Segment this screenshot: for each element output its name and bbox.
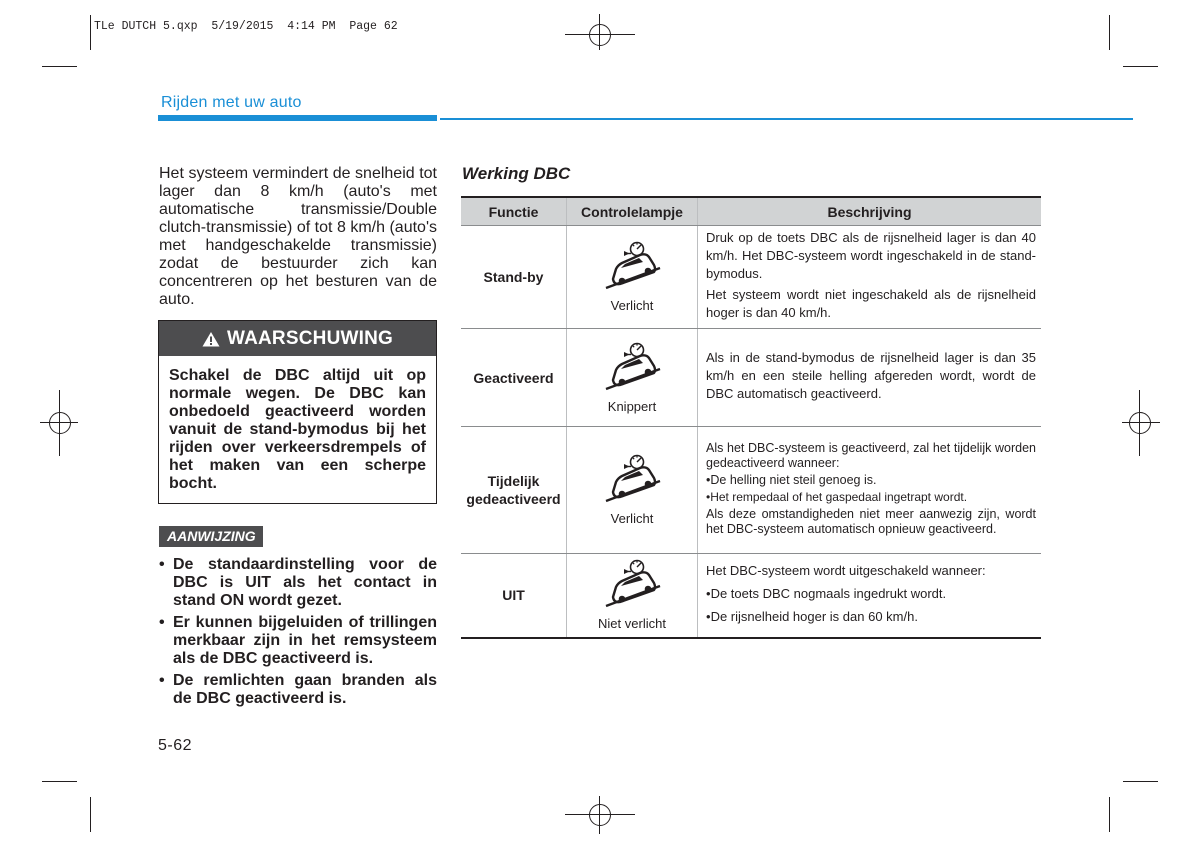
- table-row: [461, 554, 1041, 638]
- note-list: [159, 556, 437, 712]
- description-text: Als deze omstandigheden niet meer aanwezig zijn, wordt het DBC-systeem automatisch opnieuw geactiveerd.: [706, 507, 1036, 536]
- page-number: 5-62: [158, 737, 193, 754]
- description-cell: [698, 329, 1042, 427]
- indicator-label: Knippert: [607, 398, 657, 414]
- table-row: [461, 226, 1041, 329]
- description-cell: [698, 554, 1042, 638]
- description-text: Als in de stand-bymodus de rijsnelheid lager is dan 35 km/h en een steile helling afgereden wordt, wordt de DBC automatisch geactiveerd.: [706, 350, 1036, 401]
- function-cell: Geactiveerd: [461, 329, 567, 427]
- warning-triangle-icon: [202, 331, 220, 347]
- section-title: Rijden met uw auto: [161, 94, 302, 111]
- warning-title: WAARSCHUWING: [227, 327, 393, 349]
- column-header-description: Beschrijving: [698, 197, 1042, 226]
- note-item: • Er kunnen bijgeluiden of trillingen merkbaar zijn in het remsysteem als de DBC geactiveerd is.: [159, 614, 437, 668]
- warning-text: Schakel de DBC altijd uit op normale wegen. De DBC kan onbedoeld geactiveerd worden vanuit de stand-bymodus bij het rijden over verkeersdrempels of het maken van een scherpe bocht.: [169, 367, 426, 492]
- header-rule-thin: [440, 118, 1133, 120]
- description-bullet: • De helling niet steil genoeg is.: [706, 473, 1036, 488]
- description-text: Het DBC-systeem wordt uitgeschakeld wanneer:: [706, 562, 986, 578]
- table-header-row: [461, 197, 1041, 226]
- dbc-indicator-icon: [600, 452, 664, 504]
- function-cell: UIT: [461, 554, 567, 638]
- indicator-label: Niet verlicht: [598, 616, 666, 632]
- description-bullet: • Het rempedaal of het gaspedaal ingetrapt wordt.: [706, 490, 1036, 505]
- indicator-label: Verlicht: [610, 298, 654, 313]
- warning-box: [158, 320, 437, 504]
- warning-header: [159, 321, 436, 356]
- table-row: [461, 427, 1041, 554]
- description-text: Als het DBC-systeem is geactiveerd, zal het tijdelijk worden gedeactiveerd wanneer:: [706, 441, 1036, 470]
- table-title: Werking DBC: [462, 164, 571, 183]
- indicator-cell: [567, 427, 698, 554]
- indicator-cell: [567, 329, 698, 427]
- description-cell: [698, 427, 1042, 554]
- indicator-cell: [567, 226, 698, 329]
- description-bullet: • De rijsnelheid hoger is dan 60 km/h.: [706, 608, 1036, 626]
- indicator-label: Verlicht: [610, 511, 654, 526]
- function-label-line: Tijdelijk: [487, 473, 540, 489]
- table-row: [461, 329, 1041, 427]
- note-item: • De standaardinstelling voor de DBC is UIT als het contact in stand ON wordt gezet.: [159, 556, 437, 610]
- description-bullet: • De toets DBC nogmaals ingedrukt wordt.: [706, 585, 1036, 603]
- description-text: Druk op de toets DBC als de rijsnelheid lager is dan 40 km/h. Het DBC-systeem wordt ingeschakeld in de stand-bymodus.: [706, 230, 1036, 281]
- function-cell: [461, 427, 567, 554]
- note-label: AANWIJZING: [159, 526, 263, 547]
- description-text: Het systeem wordt niet ingeschakeld als de rijsnelheid hoger is dan 40 km/h.: [706, 287, 1036, 320]
- indicator-cell: [567, 554, 698, 638]
- dbc-indicator-icon: [600, 340, 664, 392]
- note-item: • De remlichten gaan branden als de DBC geactiveerd is.: [159, 672, 437, 708]
- header-rule-thick: [158, 115, 437, 121]
- print-info: TLe DUTCH 5.qxp 5/19/2015 4:14 PM Page 62: [94, 20, 398, 33]
- function-cell: Stand-by: [461, 226, 567, 329]
- dbc-indicator-icon: [600, 239, 664, 291]
- column-header-indicator: Controlelampje: [567, 197, 698, 226]
- column-header-function: Functie: [461, 197, 567, 226]
- description-cell: [698, 226, 1042, 329]
- dbc-indicator-icon: [600, 557, 664, 609]
- function-label-line: gedeactiveerd: [466, 491, 561, 507]
- intro-paragraph: Het systeem vermindert de snelheid tot lager dan 8 km/h (auto's met automatische transmissie/Double clutch-transmissie) of tot 8 km/h (auto's met handgeschakelde transmissie) zodat de bestuurder zich kan concentreren op het besturen van de auto.: [159, 165, 437, 308]
- dbc-operation-table: [461, 196, 1041, 639]
